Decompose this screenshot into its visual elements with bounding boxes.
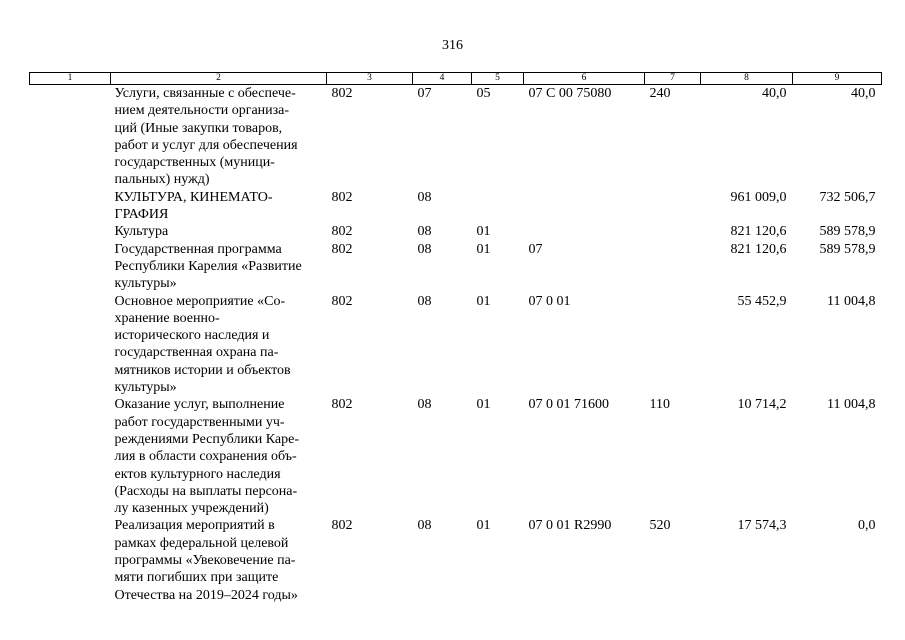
name-line: государственная охрана па- xyxy=(114,345,279,361)
cell-amount-2: 40,0 xyxy=(851,86,876,101)
cell-subsection: 01 xyxy=(476,518,491,534)
cell-name xyxy=(111,293,327,397)
column-header: 6 xyxy=(524,73,645,85)
cell-target-article: 07 0 01 xyxy=(528,293,571,309)
name-line: хранение военно- xyxy=(114,310,220,326)
name-line: Республики Карелия «Развитие xyxy=(114,258,302,274)
budget-table xyxy=(29,72,882,604)
cell-ministry: 802 xyxy=(331,241,353,257)
name-line: Государственная программа xyxy=(114,241,282,257)
cell-amount-1: 55 452,9 xyxy=(737,293,787,309)
cell-name xyxy=(111,517,327,603)
cell-amount-2: 11 004,8 xyxy=(827,397,876,413)
cell-section: 08 xyxy=(417,241,432,257)
cell-amount-1: 961 009,0 xyxy=(730,189,787,205)
cell-target-article xyxy=(524,223,645,240)
name-line: (Расходы на выплаты персона- xyxy=(114,483,298,499)
name-line: КУЛЬТУРА, КИНЕМАТО- xyxy=(114,189,273,205)
cell-section: 08 xyxy=(417,397,432,413)
name-line: лу казенных учреждений) xyxy=(114,501,269,517)
cell-target-article: 07 0 01 71600 xyxy=(528,397,609,413)
table-row xyxy=(30,85,882,189)
cell-expense-type: 520 xyxy=(649,518,671,534)
page-number: 316 xyxy=(442,38,463,53)
column-header: 9 xyxy=(793,73,882,85)
name-line: государственных (муници- xyxy=(114,155,275,171)
cell-expense-type xyxy=(645,293,701,397)
cell-col1 xyxy=(30,85,111,189)
column-header: 7 xyxy=(645,73,701,85)
cell-amount-1: 821 120,6 xyxy=(730,224,787,240)
name-line: реждениями Республики Каре- xyxy=(114,431,299,447)
cell-col1 xyxy=(30,189,111,224)
table-row xyxy=(30,223,882,240)
name-line: работ и услуг для обеспечения xyxy=(114,137,298,153)
name-line: рамках федеральной целевой xyxy=(114,535,289,551)
name-line: пальных) нужд) xyxy=(114,172,210,188)
cell-name xyxy=(111,241,327,293)
cell-name xyxy=(111,396,327,517)
cell-ministry: 802 xyxy=(331,293,353,309)
column-number-header xyxy=(30,73,882,85)
table-row xyxy=(30,396,882,517)
cell-amount-2: 589 578,9 xyxy=(819,224,876,240)
cell-col1 xyxy=(30,517,111,603)
name-line: культуры» xyxy=(114,276,177,292)
cell-section: 08 xyxy=(417,224,432,240)
name-line: исторического наследия и xyxy=(114,328,270,344)
cell-ministry: 802 xyxy=(331,397,353,413)
cell-col1 xyxy=(30,223,111,240)
cell-target-article: 07 0 01 R2990 xyxy=(528,518,612,534)
table-row xyxy=(30,241,882,293)
cell-subsection: 01 xyxy=(476,293,491,309)
cell-amount-1: 821 120,6 xyxy=(730,241,787,257)
cell-section: 07 xyxy=(417,86,432,101)
cell-expense-type xyxy=(645,241,701,293)
name-line: мяти погибших при защите xyxy=(114,570,279,586)
column-header: 1 xyxy=(30,73,111,85)
cell-subsection: 01 xyxy=(476,224,491,240)
table-body xyxy=(30,85,882,604)
name-line: ектов культурного наследия xyxy=(114,466,281,482)
cell-expense-type xyxy=(645,223,701,240)
cell-ministry: 802 xyxy=(331,518,353,534)
name-line: Культура xyxy=(114,224,169,240)
cell-expense-type xyxy=(645,189,701,224)
cell-amount-1: 10 714,2 xyxy=(737,397,787,413)
cell-ministry: 802 xyxy=(331,224,353,240)
name-line: лия в области сохранения объ- xyxy=(114,449,297,465)
name-line: Реализация мероприятий в xyxy=(114,518,275,534)
name-line: Отечества на 2019–2024 годы» xyxy=(114,587,298,603)
cell-amount-2: 11 004,8 xyxy=(827,293,876,309)
column-header: 3 xyxy=(327,73,413,85)
name-line: Основное мероприятие «Со- xyxy=(114,293,286,309)
cell-col1 xyxy=(30,293,111,397)
name-line: программы «Увековечение па- xyxy=(114,553,296,569)
cell-target-article xyxy=(524,189,645,224)
table-row xyxy=(30,293,882,397)
cell-section: 08 xyxy=(417,189,432,205)
cell-name xyxy=(111,223,327,240)
name-line: Услуги, связанные с обеспече- xyxy=(114,86,296,101)
column-header: 4 xyxy=(413,73,472,85)
name-line: Оказание услуг, выполнение xyxy=(114,397,285,413)
cell-expense-type: 110 xyxy=(649,397,670,413)
column-header: 2 xyxy=(111,73,327,85)
cell-subsection: 01 xyxy=(476,397,491,413)
cell-subsection: 01 xyxy=(476,241,491,257)
table-row xyxy=(30,517,882,603)
cell-ministry: 802 xyxy=(331,189,353,205)
column-header: 5 xyxy=(472,73,524,85)
cell-expense-type: 240 xyxy=(649,86,671,101)
name-line: ций (Иные закупки товаров, xyxy=(114,120,283,136)
cell-name xyxy=(111,189,327,224)
cell-subsection xyxy=(472,189,524,224)
name-line: культуры» xyxy=(114,380,177,396)
cell-col1 xyxy=(30,396,111,517)
cell-amount-1: 17 574,3 xyxy=(737,518,787,534)
name-line: ГРАФИЯ xyxy=(114,207,169,223)
cell-amount-1: 40,0 xyxy=(762,86,787,101)
cell-amount-2: 732 506,7 xyxy=(819,189,876,205)
cell-name xyxy=(111,85,327,189)
cell-amount-2: 0,0 xyxy=(858,518,876,534)
cell-target-article: 07 С 00 75080 xyxy=(528,86,612,101)
cell-ministry: 802 xyxy=(331,86,353,101)
cell-amount-2: 589 578,9 xyxy=(819,241,876,257)
cell-col1 xyxy=(30,241,111,293)
name-line: работ государственными уч- xyxy=(114,414,285,430)
cell-target-article: 07 xyxy=(528,241,543,257)
table-row xyxy=(30,189,882,224)
cell-section: 08 xyxy=(417,293,432,309)
cell-subsection: 05 xyxy=(476,86,491,101)
name-line: нием деятельности организа- xyxy=(114,103,290,119)
cell-section: 08 xyxy=(417,518,432,534)
column-header: 8 xyxy=(701,73,793,85)
name-line: мятников истории и объектов xyxy=(114,362,291,378)
